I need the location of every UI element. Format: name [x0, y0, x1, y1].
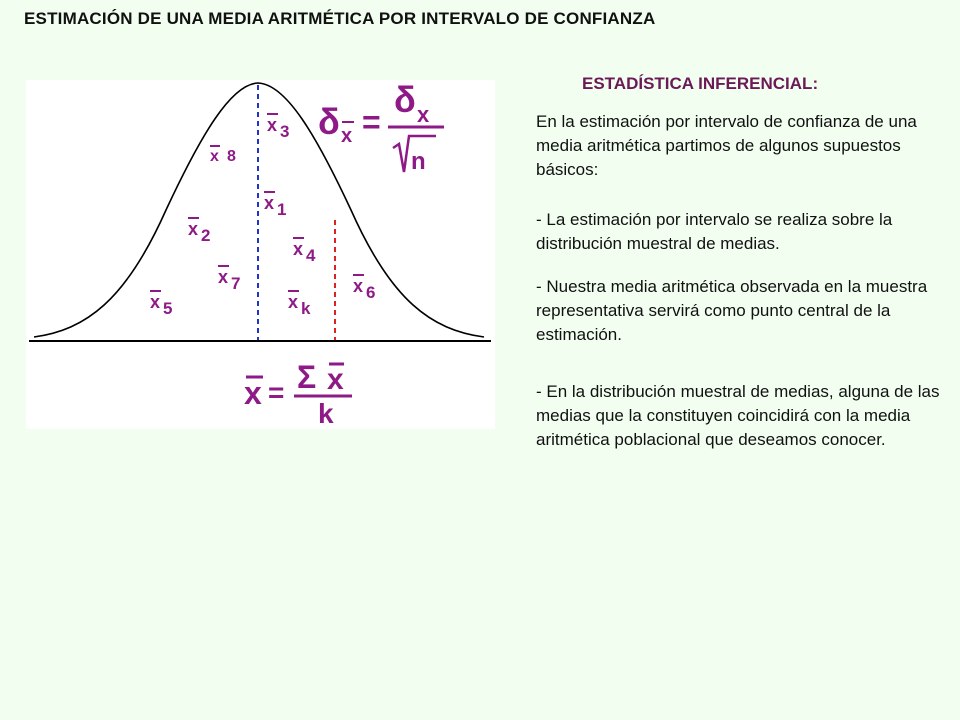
svg-text:δ: δ: [394, 80, 416, 120]
svg-text:=: =: [268, 377, 285, 408]
svg-text:4: 4: [306, 246, 316, 265]
svg-text:3: 3: [280, 122, 290, 141]
svg-text:x: x: [244, 375, 262, 411]
sampling-distribution-figure: [26, 80, 495, 429]
svg-text:x: x: [264, 193, 275, 213]
sample-mean-xk: [288, 291, 311, 318]
section-heading: ESTADÍSTICA INFERENCIAL:: [582, 74, 819, 93]
svg-text:1: 1: [277, 200, 287, 219]
svg-text:6: 6: [366, 283, 376, 302]
svg-text:x: x: [327, 363, 344, 396]
normal-curve-diagram: [26, 80, 495, 429]
sample-mean-x3: [267, 114, 289, 141]
svg-text:x: x: [417, 102, 430, 127]
svg-text:Σ: Σ: [297, 359, 317, 395]
svg-text:=: =: [362, 104, 381, 140]
svg-text:k: k: [301, 299, 311, 318]
sample-mean-x4: [293, 238, 316, 265]
svg-text:δ: δ: [318, 101, 340, 142]
svg-text:n: n: [411, 148, 426, 175]
svg-text:7: 7: [231, 274, 241, 293]
sample-mean-x8: [210, 146, 236, 165]
sample-mean-x2: [188, 218, 210, 245]
svg-text:x: x: [353, 276, 364, 296]
svg-text:x: x: [267, 115, 278, 135]
svg-text:x: x: [293, 239, 304, 259]
svg-text:x: x: [188, 219, 199, 239]
svg-text:x: x: [218, 267, 229, 287]
svg-text:x: x: [150, 292, 161, 312]
mean-formula: [244, 359, 352, 429]
sample-mean-x6: [353, 275, 375, 302]
svg-text:5: 5: [163, 299, 173, 318]
slide-title: ESTIMACIÓN DE UNA MEDIA ARITMÉTICA POR INTERVALO DE CONFIANZA: [24, 9, 656, 28]
standard-error-formula: [318, 80, 444, 175]
svg-text:x: x: [210, 148, 219, 165]
sample-mean-x7: [218, 266, 240, 293]
bullet-observed-mean: - Nuestra media aritmética observada en la muestra representativa servirá como punto central de la estimación.: [536, 277, 928, 344]
svg-text:k: k: [318, 398, 334, 429]
svg-text:x: x: [288, 292, 299, 312]
svg-text:8: 8: [227, 148, 236, 165]
svg-text:x: x: [341, 125, 353, 147]
bullet-population-mean: - En la distribución muestral de medias, alguna de las medias que la constituyen coincidirá con la media aritmética poblacional que deseamos conocer.: [536, 382, 940, 449]
intro-paragraph: En la estimación por intervalo de confianza de una media aritmética partimos de algunos supuestos básicos:: [536, 112, 917, 179]
sample-mean-x1: [264, 192, 286, 219]
sample-mean-x5: [150, 291, 172, 318]
bullet-sampling-distribution: - La estimación por intervalo se realiza sobre la distribución muestral de medias.: [536, 210, 893, 253]
svg-text:2: 2: [201, 226, 211, 245]
